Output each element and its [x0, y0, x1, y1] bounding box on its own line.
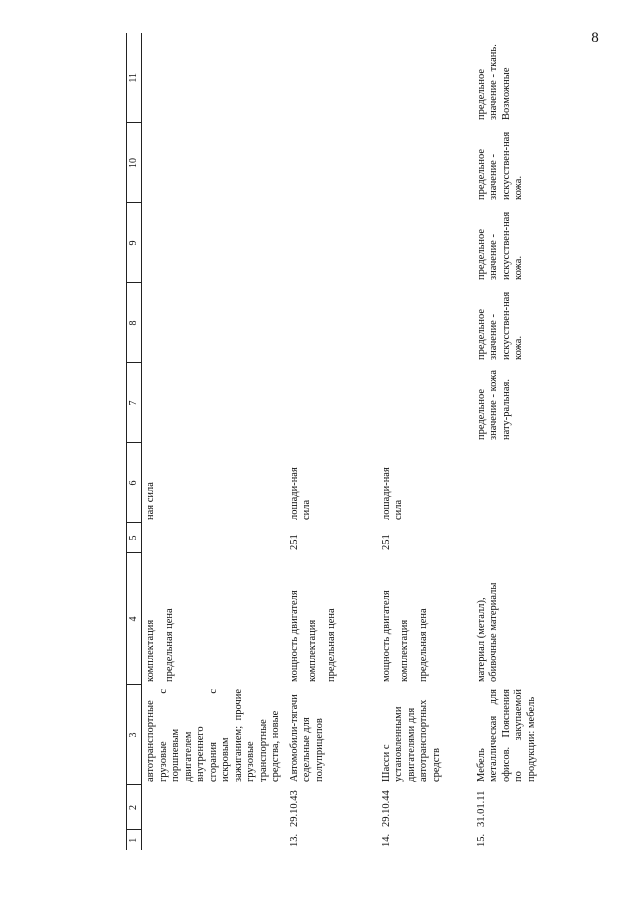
characteristic-cell	[286, 553, 378, 685]
product-name: автотранспортные грузовые с поршневым двигателем внутреннего сгорания с искровым зажиганием; прочие грузовые транспортные средства, новые	[145, 689, 281, 782]
characteristic-item: предельная цена	[325, 608, 337, 682]
page-number: 8	[591, 30, 599, 46]
characteristic-item: комплектация	[145, 619, 156, 682]
column-number: 4	[127, 553, 142, 685]
column-number: 2	[127, 785, 142, 830]
column-number: 11	[127, 33, 142, 123]
okei-code	[142, 523, 286, 553]
column-number: 6	[127, 443, 142, 523]
value-col8: предельное значение - искусствен-ная кожа.	[475, 291, 524, 360]
row-number	[142, 830, 286, 850]
value-col7	[378, 363, 473, 443]
unit-name: нaя сила	[145, 482, 156, 520]
value-col11	[286, 33, 378, 123]
characteristic-cell	[378, 553, 473, 685]
product-name: Мебель металлическая для офисов. Пояснения по закупаемой продукции: мебель	[475, 689, 537, 782]
characteristic-item: предельная цена	[417, 608, 429, 682]
column-number-row	[127, 33, 142, 850]
table-row	[286, 33, 378, 850]
characteristic-item: комплектация	[399, 619, 410, 682]
procurement-requirements-table	[126, 33, 623, 850]
okpd-code: 29.10.44	[380, 790, 392, 827]
row-number: 13.	[288, 833, 300, 847]
value-col7: предельное значение - кожа нату-ральная.	[475, 369, 512, 440]
value-col9	[286, 203, 378, 283]
characteristic-item: материал (металл), обивочные материалы	[475, 582, 499, 682]
value-col8	[286, 283, 378, 363]
characteristic-item: комплектация	[307, 619, 318, 682]
rotated-table-region	[126, 33, 628, 850]
characteristic-item: мощность двигателя	[288, 590, 300, 682]
unit-name: лошади-ная сила	[288, 467, 312, 520]
value-col7	[286, 363, 378, 443]
value-col10	[142, 123, 286, 203]
column-number: 1	[127, 830, 142, 850]
okpd-code: 29.10.43	[288, 790, 300, 827]
value-col10	[378, 123, 473, 203]
row-number: 14.	[380, 833, 392, 847]
unit-name	[473, 443, 623, 523]
value-col11	[378, 33, 473, 123]
column-number: 9	[127, 203, 142, 283]
column-number: 10	[127, 123, 142, 203]
column-number: 5	[127, 523, 142, 553]
table-row	[142, 33, 286, 850]
okpd-code: 31.01.11	[475, 790, 487, 827]
row-number: 15.	[475, 833, 487, 847]
okpd-code	[142, 785, 286, 830]
column-number: 3	[127, 685, 142, 785]
characteristic-cell	[142, 553, 286, 685]
value-col9	[378, 203, 473, 283]
product-name: Автомобили-тягачи седельные для полуприцепов	[288, 694, 325, 782]
value-col11: предельное значение - ткань. Возможные	[475, 44, 512, 120]
value-col10	[286, 123, 378, 203]
value-col8	[142, 283, 286, 363]
unit-name: лошади-ная сила	[380, 467, 404, 520]
table-row	[378, 33, 473, 850]
characteristic-item: предельная цена	[163, 608, 175, 682]
product-name: Шасси с установленными двигателями для автотранспортных средств	[380, 699, 442, 782]
value-col9	[142, 203, 286, 283]
table-row	[473, 33, 623, 850]
characteristic-item: мощность двигателя	[380, 590, 392, 682]
value-col7	[142, 363, 286, 443]
okei-code	[473, 523, 623, 553]
value-col10: предельное значение - искусствен-ная кожа.	[475, 131, 524, 200]
okei-code: 251	[288, 534, 300, 550]
column-number: 8	[127, 283, 142, 363]
value-col9: предельное значение - искусствен-ная кожа.	[475, 211, 524, 280]
okei-code: 251	[380, 534, 392, 550]
column-number: 7	[127, 363, 142, 443]
value-col8	[378, 283, 473, 363]
value-col11	[142, 33, 286, 123]
characteristic-cell	[473, 553, 623, 685]
